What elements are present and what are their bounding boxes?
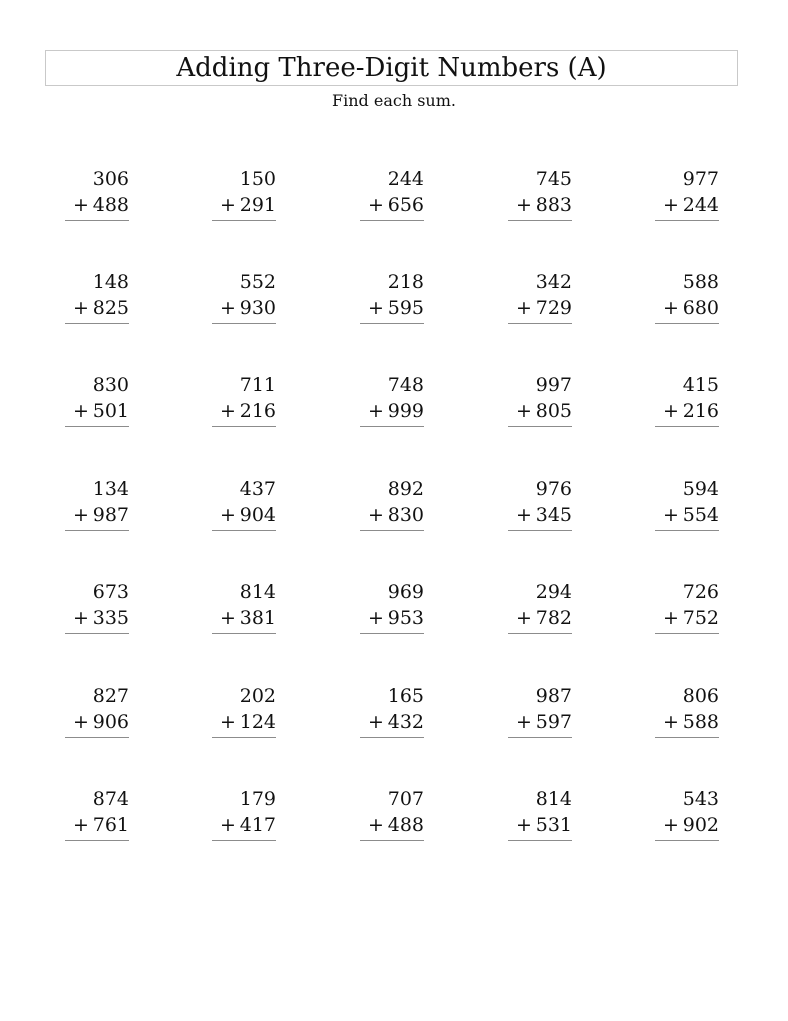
- answer-line: [508, 220, 572, 221]
- addition-problem: [65, 786, 129, 841]
- plus-sign: +: [73, 607, 89, 629]
- answer-line: [508, 530, 572, 531]
- addition-problem: [65, 683, 129, 738]
- top-addend: 244: [387, 168, 424, 190]
- top-addend: 976: [535, 478, 572, 500]
- plus-sign: +: [220, 711, 236, 733]
- bottom-addend-row: [65, 192, 129, 218]
- bottom-addend-row: [508, 812, 572, 838]
- bottom-addend-row: [360, 605, 424, 631]
- top-addend: 745: [535, 168, 572, 190]
- bottom-addend: 595: [387, 297, 424, 319]
- top-addend: 711: [239, 374, 276, 396]
- bottom-addend: 381: [239, 607, 276, 629]
- bottom-addend-row: [655, 502, 719, 528]
- answer-line: [360, 426, 424, 427]
- bottom-addend: 656: [387, 194, 424, 216]
- bottom-addend: 588: [682, 711, 719, 733]
- addition-problem: [508, 166, 572, 221]
- bottom-addend-row: [360, 398, 424, 424]
- addition-problem: [360, 269, 424, 324]
- top-addend: 814: [239, 581, 276, 603]
- top-addend: 892: [387, 478, 424, 500]
- plus-sign: +: [368, 504, 384, 526]
- addition-problem: [655, 166, 719, 221]
- top-addend: 814: [535, 788, 572, 810]
- addition-problem: [508, 786, 572, 841]
- top-addend: 415: [682, 374, 719, 396]
- answer-line: [360, 737, 424, 738]
- plus-sign: +: [73, 194, 89, 216]
- addition-problem: [65, 579, 129, 634]
- answer-line: [65, 530, 129, 531]
- plus-sign: +: [516, 297, 532, 319]
- bottom-addend-row: [508, 295, 572, 321]
- plus-sign: +: [663, 504, 679, 526]
- answer-line: [65, 737, 129, 738]
- addition-problem: [655, 579, 719, 634]
- bottom-addend-row: [65, 295, 129, 321]
- bottom-addend: 335: [92, 607, 129, 629]
- top-addend: 830: [92, 374, 129, 396]
- plus-sign: +: [663, 194, 679, 216]
- plus-sign: +: [73, 711, 89, 733]
- addition-problem: [655, 786, 719, 841]
- answer-line: [655, 323, 719, 324]
- bottom-addend-row: [360, 709, 424, 735]
- bottom-addend-row: [508, 398, 572, 424]
- top-addend: 202: [239, 685, 276, 707]
- bottom-addend: 345: [535, 504, 572, 526]
- addition-problem: [508, 372, 572, 427]
- answer-line: [65, 426, 129, 427]
- bottom-addend: 953: [387, 607, 424, 629]
- bottom-addend-row: [65, 502, 129, 528]
- bottom-addend: 761: [92, 814, 129, 836]
- plus-sign: +: [73, 400, 89, 422]
- answer-line: [655, 530, 719, 531]
- answer-line: [65, 220, 129, 221]
- addition-problem: [212, 269, 276, 324]
- worksheet-instructions: Find each sum.: [332, 91, 456, 110]
- bottom-addend-row: [360, 502, 424, 528]
- bottom-addend: 680: [682, 297, 719, 319]
- plus-sign: +: [663, 607, 679, 629]
- top-addend: 165: [387, 685, 424, 707]
- bottom-addend: 729: [535, 297, 572, 319]
- bottom-addend: 782: [535, 607, 572, 629]
- top-addend: 179: [239, 788, 276, 810]
- addition-problem: [65, 269, 129, 324]
- top-addend: 673: [92, 581, 129, 603]
- bottom-addend: 999: [387, 400, 424, 422]
- plus-sign: +: [220, 297, 236, 319]
- plus-sign: +: [368, 400, 384, 422]
- answer-line: [508, 426, 572, 427]
- plus-sign: +: [516, 711, 532, 733]
- bottom-addend: 417: [239, 814, 276, 836]
- plus-sign: +: [663, 400, 679, 422]
- addition-problem: [360, 579, 424, 634]
- answer-line: [212, 323, 276, 324]
- bottom-addend: 987: [92, 504, 129, 526]
- bottom-addend: 501: [92, 400, 129, 422]
- top-addend: 827: [92, 685, 129, 707]
- bottom-addend: 883: [535, 194, 572, 216]
- bottom-addend-row: [360, 812, 424, 838]
- top-addend: 969: [387, 581, 424, 603]
- plus-sign: +: [516, 814, 532, 836]
- plus-sign: +: [368, 194, 384, 216]
- bottom-addend-row: [508, 502, 572, 528]
- addition-problem: [508, 579, 572, 634]
- top-addend: 588: [682, 271, 719, 293]
- bottom-addend: 597: [535, 711, 572, 733]
- bottom-addend: 902: [682, 814, 719, 836]
- top-addend: 437: [239, 478, 276, 500]
- bottom-addend-row: [65, 812, 129, 838]
- answer-line: [65, 633, 129, 634]
- plus-sign: +: [73, 297, 89, 319]
- bottom-addend: 488: [92, 194, 129, 216]
- addition-problem: [360, 372, 424, 427]
- plus-sign: +: [368, 711, 384, 733]
- plus-sign: +: [368, 297, 384, 319]
- plus-sign: +: [663, 297, 679, 319]
- plus-sign: +: [368, 607, 384, 629]
- addition-problem: [508, 683, 572, 738]
- plus-sign: +: [516, 504, 532, 526]
- bottom-addend: 904: [239, 504, 276, 526]
- plus-sign: +: [663, 711, 679, 733]
- bottom-addend-row: [655, 192, 719, 218]
- bottom-addend-row: [655, 709, 719, 735]
- top-addend: 342: [535, 271, 572, 293]
- bottom-addend-row: [212, 398, 276, 424]
- bottom-addend: 531: [535, 814, 572, 836]
- bottom-addend-row: [508, 709, 572, 735]
- bottom-addend: 432: [387, 711, 424, 733]
- addition-problem: [65, 476, 129, 531]
- addition-problem: [360, 786, 424, 841]
- answer-line: [212, 220, 276, 221]
- answer-line: [65, 323, 129, 324]
- bottom-addend-row: [65, 398, 129, 424]
- bottom-addend-row: [360, 192, 424, 218]
- plus-sign: +: [368, 814, 384, 836]
- answer-line: [212, 737, 276, 738]
- plus-sign: +: [220, 194, 236, 216]
- bottom-addend-row: [508, 605, 572, 631]
- plus-sign: +: [516, 400, 532, 422]
- bottom-addend-row: [212, 605, 276, 631]
- addition-problem: [655, 269, 719, 324]
- bottom-addend: 830: [387, 504, 424, 526]
- bottom-addend-row: [508, 192, 572, 218]
- top-addend: 977: [682, 168, 719, 190]
- bottom-addend: 752: [682, 607, 719, 629]
- answer-line: [655, 737, 719, 738]
- answer-line: [360, 323, 424, 324]
- top-addend: 294: [535, 581, 572, 603]
- addition-problem: [212, 166, 276, 221]
- bottom-addend: 930: [239, 297, 276, 319]
- bottom-addend: 291: [239, 194, 276, 216]
- answer-line: [212, 426, 276, 427]
- bottom-addend-row: [212, 295, 276, 321]
- top-addend: 806: [682, 685, 719, 707]
- addition-problem: [65, 372, 129, 427]
- bottom-addend: 216: [682, 400, 719, 422]
- addition-problem: [360, 166, 424, 221]
- plus-sign: +: [663, 814, 679, 836]
- bottom-addend-row: [212, 709, 276, 735]
- answer-line: [655, 840, 719, 841]
- plus-sign: +: [516, 607, 532, 629]
- bottom-addend-row: [655, 812, 719, 838]
- addition-problem: [508, 269, 572, 324]
- addition-problem: [212, 579, 276, 634]
- addition-problem: [212, 683, 276, 738]
- answer-line: [360, 840, 424, 841]
- addition-problem: [212, 372, 276, 427]
- answer-line: [508, 840, 572, 841]
- top-addend: 987: [535, 685, 572, 707]
- top-addend: 148: [92, 271, 129, 293]
- addition-problem: [508, 476, 572, 531]
- addition-problem: [655, 372, 719, 427]
- bottom-addend: 124: [239, 711, 276, 733]
- bottom-addend-row: [212, 502, 276, 528]
- top-addend: 874: [92, 788, 129, 810]
- answer-line: [655, 426, 719, 427]
- answer-line: [360, 530, 424, 531]
- worksheet-title: Adding Three-Digit Numbers (A): [176, 53, 607, 83]
- bottom-addend: 244: [682, 194, 719, 216]
- answer-line: [508, 323, 572, 324]
- bottom-addend-row: [212, 192, 276, 218]
- top-addend: 306: [92, 168, 129, 190]
- plus-sign: +: [220, 814, 236, 836]
- bottom-addend-row: [655, 295, 719, 321]
- answer-line: [360, 220, 424, 221]
- top-addend: 726: [682, 581, 719, 603]
- top-addend: 594: [682, 478, 719, 500]
- addition-problem: [655, 683, 719, 738]
- answer-line: [655, 633, 719, 634]
- bottom-addend-row: [655, 605, 719, 631]
- answer-line: [65, 840, 129, 841]
- addition-problem: [212, 786, 276, 841]
- top-addend: 134: [92, 478, 129, 500]
- bottom-addend-row: [212, 812, 276, 838]
- bottom-addend: 805: [535, 400, 572, 422]
- answer-line: [212, 840, 276, 841]
- bottom-addend: 825: [92, 297, 129, 319]
- plus-sign: +: [73, 504, 89, 526]
- top-addend: 997: [535, 374, 572, 396]
- bottom-addend-row: [65, 709, 129, 735]
- bottom-addend: 554: [682, 504, 719, 526]
- bottom-addend: 216: [239, 400, 276, 422]
- top-addend: 707: [387, 788, 424, 810]
- bottom-addend-row: [360, 295, 424, 321]
- plus-sign: +: [220, 504, 236, 526]
- answer-line: [508, 633, 572, 634]
- bottom-addend-row: [655, 398, 719, 424]
- addition-problem: [360, 476, 424, 531]
- answer-line: [655, 220, 719, 221]
- plus-sign: +: [220, 400, 236, 422]
- answer-line: [212, 633, 276, 634]
- addition-problem: [360, 683, 424, 738]
- top-addend: 748: [387, 374, 424, 396]
- addition-problem: [655, 476, 719, 531]
- top-addend: 150: [239, 168, 276, 190]
- answer-line: [508, 737, 572, 738]
- top-addend: 218: [387, 271, 424, 293]
- bottom-addend-row: [65, 605, 129, 631]
- answer-line: [212, 530, 276, 531]
- bottom-addend: 488: [387, 814, 424, 836]
- addition-problem: [65, 166, 129, 221]
- top-addend: 543: [682, 788, 719, 810]
- plus-sign: +: [516, 194, 532, 216]
- addition-problem: [212, 476, 276, 531]
- answer-line: [360, 633, 424, 634]
- plus-sign: +: [73, 814, 89, 836]
- bottom-addend: 906: [92, 711, 129, 733]
- top-addend: 552: [239, 271, 276, 293]
- plus-sign: +: [220, 607, 236, 629]
